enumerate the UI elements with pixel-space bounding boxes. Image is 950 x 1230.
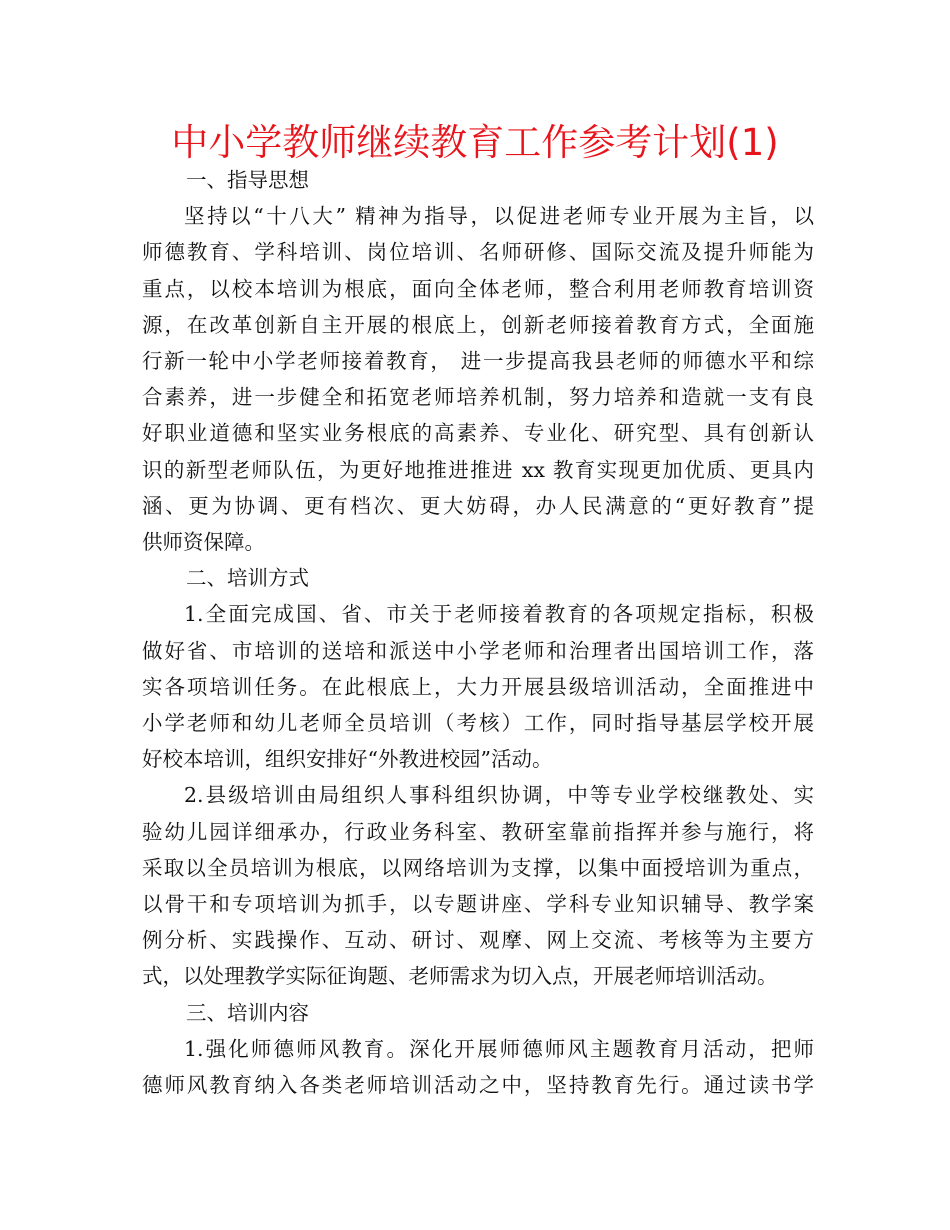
text-line: 供师资保障。 xyxy=(142,530,265,555)
text-line: 2.县级培训由局组织人事科组织协调，中等专业学校继教处、实 xyxy=(184,783,814,808)
text-line: 师德教育、学科培训、岗位培训、名师研修、国际交流及提升师能为 xyxy=(142,240,814,265)
text-line: 重点，以校本培训为根底，面向全体老师，整合利用老师教育培训资 xyxy=(142,276,814,301)
text-line: 1.强化师德师风教育。深化开展师德师风主题教育月活动，把师 xyxy=(184,1036,814,1061)
text-line: 涵、更为协调、更有档次、更大妨碍，办人民满意的“更好教育”提 xyxy=(142,493,814,518)
text-line: 好校本培训，组织安排好“外教进校园”活动。 xyxy=(142,747,553,772)
text-line: 采取以全员培训为根底，以网络培训为支撑，以集中面授培训为重点， xyxy=(142,855,814,880)
paragraph xyxy=(142,1031,814,1103)
paragraph xyxy=(142,777,814,994)
document-title: 中小学教师继续教育工作参考计划(1) xyxy=(171,121,779,164)
text-line: 例分析、实践操作、互动、研讨、观摩、网上交流、考核等为主要方 xyxy=(142,928,814,953)
document-body xyxy=(142,162,814,1103)
text-line: 坚持以“十八大” 精神为指导，以促进老师专业开展为主旨，以 xyxy=(184,204,814,229)
text-line: 合素养，进一步健全和拓宽老师培养机制，努力培养和造就一支有良 xyxy=(142,385,814,410)
text-line: 式，以处理教学实际征询题、老师需求为切入点，开展老师培训活动。 xyxy=(142,964,778,989)
text-line: 行新一轮中小学老师接着教育， 进一步提高我县老师的师德水平和综 xyxy=(142,349,814,374)
text-line: 识的新型老师队伍，为更好地推进推进 xx 教育实现更加优质、更具内 xyxy=(142,457,814,482)
text-line: 德师风教育纳入各类老师培训活动之中，坚持教育先行。通过读书学 xyxy=(142,1073,814,1098)
paragraph xyxy=(142,596,814,777)
section-heading: 三、培训内容 xyxy=(186,1000,309,1025)
text-line: 以骨干和专项培训为抓手，以专题讲座、学科专业知识辅导、教学案 xyxy=(142,892,814,917)
text-line: 验幼儿园详细承办，行政业务科室、教研室靠前指挥并参与施行，将 xyxy=(142,819,814,844)
text-line: 实各项培训任务。在此根底上，大力开展县级培训活动，全面推进中 xyxy=(142,674,814,699)
text-line: 源，在改革创新自主开展的根底上，创新老师接着教育方式，全面施 xyxy=(142,312,814,337)
text-line: 1.全面完成国、省、市关于老师接着教育的各项规定指标，积极 xyxy=(184,602,814,627)
paragraph xyxy=(142,198,814,560)
text-line: 小学老师和幼儿老师全员培训（考核）工作，同时指导基层学校开展 xyxy=(142,711,814,736)
text-line: 做好省、市培训的送培和派送中小学老师和治理者出国培训工作，落 xyxy=(142,638,814,663)
section-heading: 一、指导思想 xyxy=(186,168,309,192)
section-heading: 二、培训方式 xyxy=(186,566,309,591)
text-line: 好职业道德和坚实业务根底的高素养、专业化、研究型、具有创新认 xyxy=(142,421,814,446)
